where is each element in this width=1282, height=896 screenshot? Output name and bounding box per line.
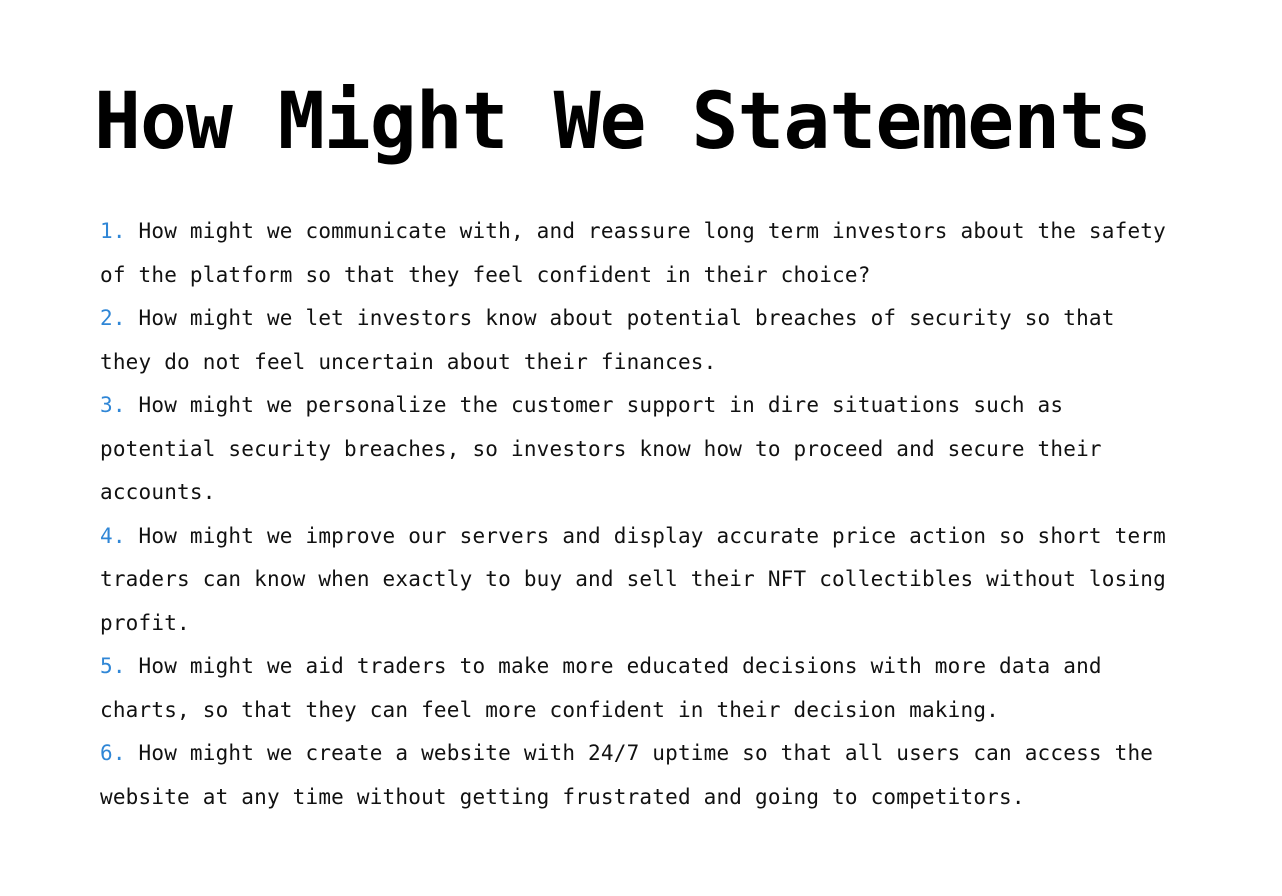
statement-number: 5. (100, 654, 126, 678)
statement-item-4 (100, 515, 1175, 646)
statement-number: 1. (100, 219, 126, 243)
statement-number: 3. (100, 393, 126, 417)
statement-item-1 (100, 210, 1175, 297)
statement-item-2 (100, 297, 1175, 384)
statement-text: How might we communicate with, and reassure long term investors about the safety of the platform so that they feel confident in their choice? (100, 219, 1166, 287)
statement-number: 6. (100, 741, 126, 765)
statement-item-3 (100, 384, 1175, 515)
statement-text: How might we create a website with 24/7 uptime so that all users can access the website at any time without getting frustrated and going to competitors. (100, 741, 1154, 809)
statement-list (100, 210, 1175, 819)
statement-text: How might we aid traders to make more educated decisions with more data and charts, so that they can feel more confident in their decision making. (100, 654, 1102, 722)
statement-item-6 (100, 732, 1175, 819)
statement-number: 4. (100, 523, 126, 548)
page-title: How Might We Statements (94, 77, 1152, 167)
statement-text: How might we personalize the customer support in dire situations such as potential security breaches, so investors know how to proceed and secure their accounts. (100, 393, 1102, 504)
statement-text: How might we let investors know about potential breaches of security so that they do not feel uncertain about their finances. (100, 306, 1115, 374)
statement-number: 2. (100, 306, 126, 330)
statement-text: How might we improve our servers and display accurate price action so short term traders can know when exactly to buy and sell their NFT collectibles without losing profit. (100, 523, 1166, 635)
statement-item-5 (100, 645, 1175, 732)
